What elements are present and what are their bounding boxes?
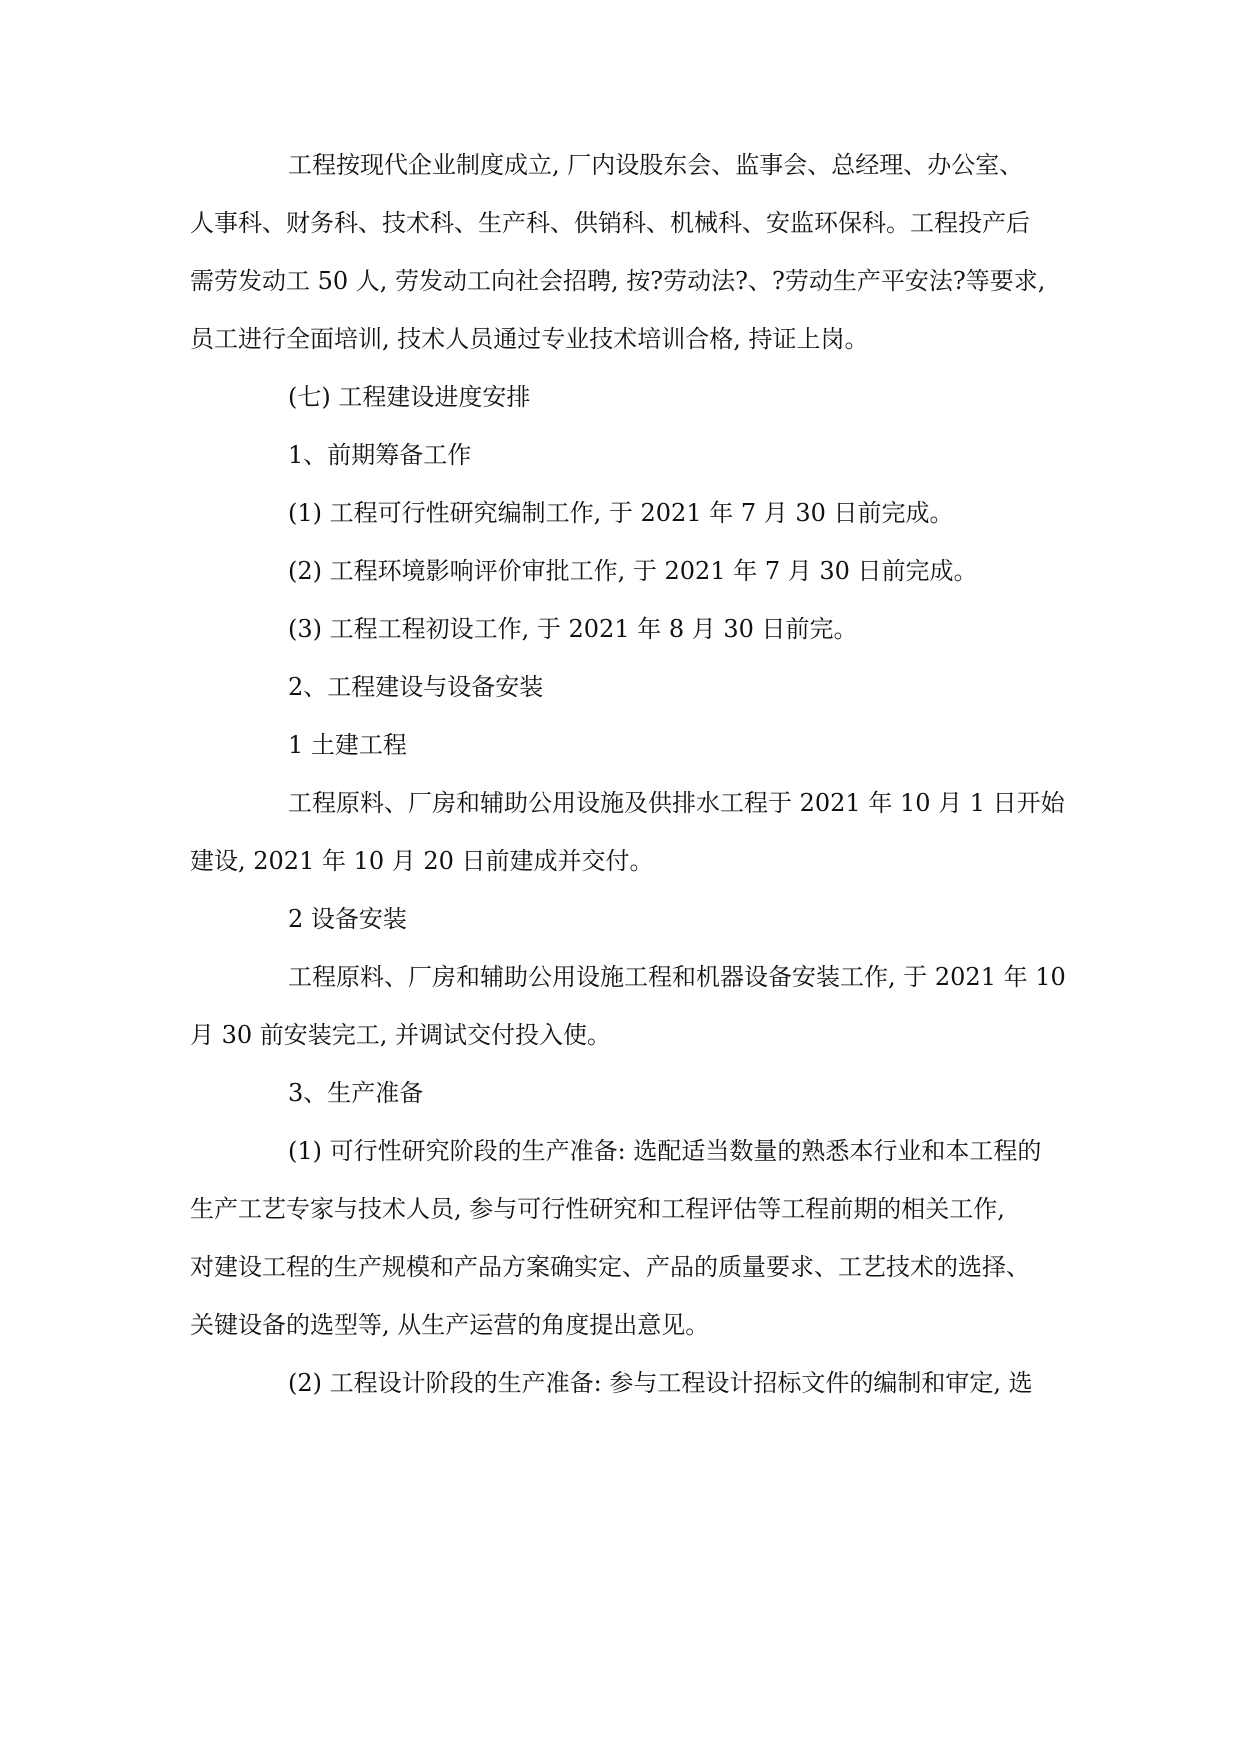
body-text-line: 工程原料、厂房和辅助公用设施工程和机器设备安装工作, 于 2021 年 10 [288,963,1066,991]
body-text-line: 工程按现代企业制度成立, 厂内设股东会、监事会、总经理、办公室、 [288,151,1024,179]
body-text-line: (1) 可行性研究阶段的生产准备: 选配适当数量的熟悉本行业和本工程的 [288,1137,1042,1165]
list-item: (2) 工程环境影响评价审批工作, 于 2021 年 7 月 30 日前完成。 [288,557,978,585]
body-text-line: 关键设备的选型等, 从生产运营的角度提出意见。 [190,1311,710,1339]
list-item: (1) 工程可行性研究编制工作, 于 2021 年 7 月 30 日前完成。 [288,499,954,527]
body-text-line: 员工进行全面培训, 技术人员通过专业技术培训合格, 持证上岗。 [190,325,869,353]
subsection-heading: 2、工程建设与设备安装 [288,673,544,701]
body-text-line: 对建设工程的生产规模和产品方案确实定、产品的质量要求、工艺技术的选择、 [190,1253,1030,1281]
section-heading: (七) 工程建设进度安排 [288,383,531,411]
body-text-line: 人事科、财务科、技术科、生产科、供销科、机械科、安监环保科。工程投产后 [190,209,1030,237]
body-text-line: 需劳发动工 50 人, 劳发动工向社会招聘, 按?劳动法?、?劳动生产平安法?等要求, [190,267,1046,295]
body-text-line: (2) 工程设计阶段的生产准备: 参与工程设计招标文件的编制和审定, 选 [288,1369,1033,1397]
body-text-line: 建设, 2021 年 10 月 20 日前建成并交付。 [190,847,654,875]
subsection-heading: 1、前期筹备工作 [288,441,472,469]
body-text-line: 工程原料、厂房和辅助公用设施及供排水工程于 2021 年 10 月 1 日开始 [288,789,1065,817]
item-heading: 1 土建工程 [288,731,407,759]
list-item: (3) 工程工程初设工作, 于 2021 年 8 月 30 日前完。 [288,615,858,643]
item-heading: 2 设备安装 [288,905,407,933]
body-text-line: 生产工艺专家与技术人员, 参与可行性研究和工程评估等工程前期的相关工作, [190,1195,1005,1223]
subsection-heading: 3、生产准备 [288,1079,424,1107]
body-text-line: 月 30 前安装完工, 并调试交付投入使。 [190,1021,612,1049]
